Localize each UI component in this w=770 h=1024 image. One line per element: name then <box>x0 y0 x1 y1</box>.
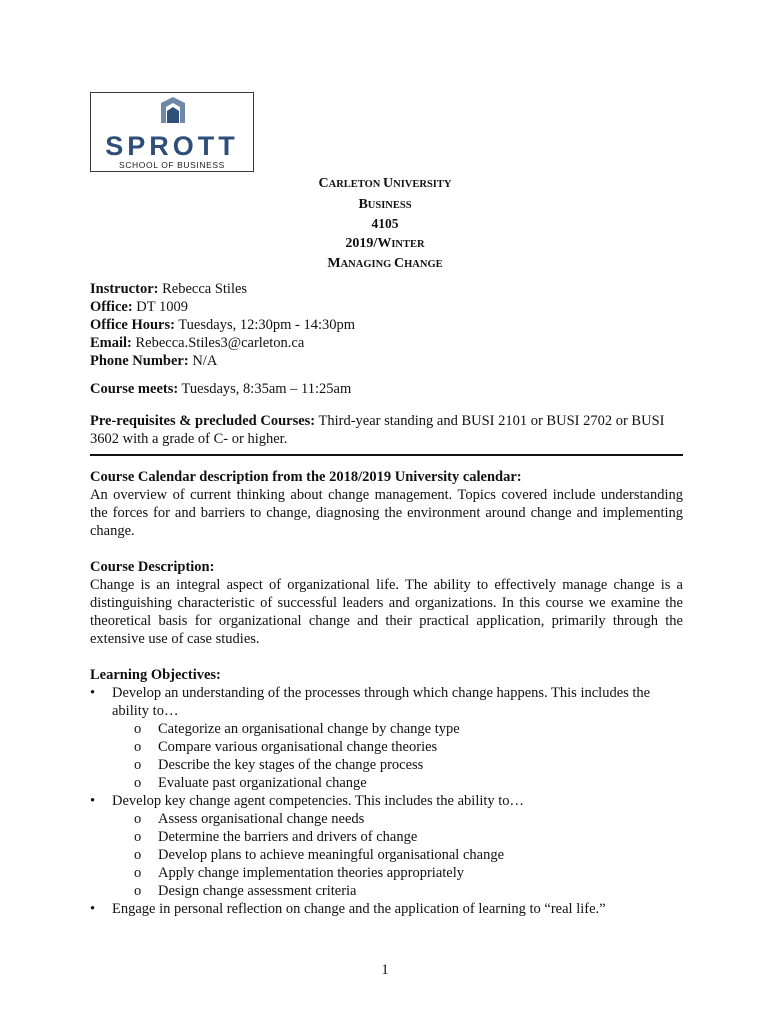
course-header <box>225 174 545 275</box>
header-course-number: 4105 <box>371 216 399 231</box>
list-item: • Engage in personal reflection on change and the application of learning to “real life.” <box>90 900 683 918</box>
list-item: o Develop plans to achieve meaningful organisational change <box>134 846 683 864</box>
list-item: o Evaluate past organizational change <box>134 774 683 792</box>
section-divider <box>90 454 683 456</box>
course-meets: Course meets: Tuesdays, 8:35am – 11:25am <box>90 381 352 397</box>
list-item: o Assess organisational change needs <box>134 810 683 828</box>
office-line: Office: DT 1009 <box>90 299 188 315</box>
list-item: o Apply change implementation theories appropriately <box>134 864 683 882</box>
header-course-title: MANAGING CHANGE <box>327 256 443 271</box>
list-item: o Compare various organisational change theories <box>134 738 683 756</box>
phone-line: Phone Number: N/A <box>90 353 218 369</box>
sprott-logo <box>90 92 254 172</box>
list-item: • Develop key change agent competencies. This includes the ability to… o Assess organisational change needs o Determine the barriers and drivers of change o Develop plans to achieve meaningful organisational change o Apply change implementation theories appropriately o Design change assessment criteria <box>90 792 683 900</box>
page-number: 1 <box>381 962 389 978</box>
instructor-line: Instructor: Rebecca Stiles <box>90 281 248 297</box>
description-heading: Course Description: <box>90 559 215 575</box>
logo-wordmark: SPROTT <box>105 131 239 161</box>
header-term: 2019/WINTER <box>345 235 425 251</box>
list-item: o Determine the barriers and drivers of change <box>134 828 683 846</box>
objectives-list <box>90 684 683 918</box>
list-item: o Design change assessment criteria <box>134 882 683 900</box>
office-hours-line: Office Hours: Tuesdays, 12:30pm - 14:30pm <box>90 317 356 333</box>
logo-subtitle: SCHOOL OF BUSINESS <box>119 160 225 170</box>
calendar-text: An overview of current thinking about change management. Topics covered include understanding the forces for and barriers to change, diagnosing the environment around change and implementing change. <box>90 487 683 539</box>
calendar-heading: Course Calendar description from the 2018/2019 University calendar: <box>90 469 522 485</box>
list-item: o Categorize an organisational change by change type <box>134 720 683 738</box>
description-text: Change is an integral aspect of organizational life. The ability to effectively manage change is a distinguishing characteristic of successful leaders and organizations. In this course we examine the theoretical basis for organizational change and their practical application, primarily through the extensive use of case studies. <box>90 577 683 647</box>
instructor-info <box>90 280 355 370</box>
list-item: o Describe the key stages of the change process <box>134 756 683 774</box>
list-item: • Develop an understanding of the processes through which change happens. This includes the ability to… o Categorize an organisational change by change type o Compare various organisational change theories o Describe the key stages of the change process o Evaluate past organizational change <box>90 684 683 792</box>
email-line: Email: Rebecca.Stiles3@carleton.ca <box>90 335 305 351</box>
objectives-heading: Learning Objectives: <box>90 667 221 683</box>
calendar-description <box>90 468 683 540</box>
header-university: CARLETON UNIVERSITY <box>318 176 452 191</box>
course-description <box>90 558 683 648</box>
sub-list <box>112 810 683 900</box>
sub-list <box>112 720 683 792</box>
learning-objectives <box>90 666 683 918</box>
prerequisites: Pre-requisites & precluded Courses: Third-year standing and BUSI 2101 or BUSI 2702 or BUSI 3602 with a grade of C- or higher. <box>90 413 665 447</box>
header-faculty: BUSINESS <box>358 196 412 212</box>
